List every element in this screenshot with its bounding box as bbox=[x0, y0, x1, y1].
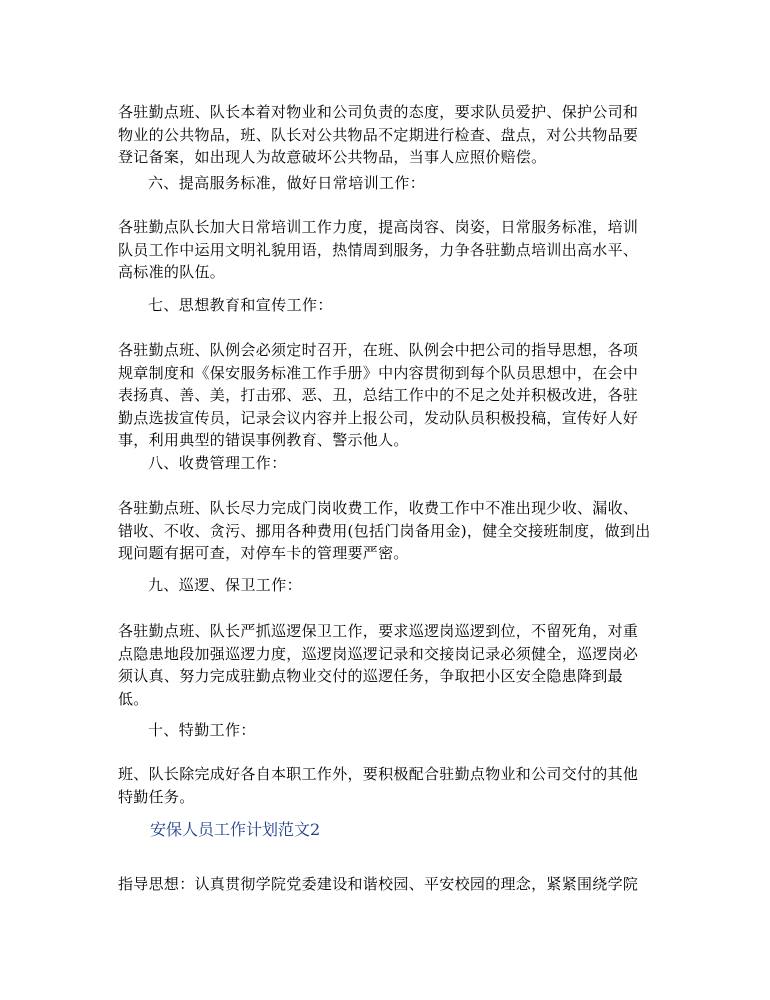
heading-patrol-security: 九、巡逻、保卫工作： bbox=[148, 576, 303, 594]
paragraph-special-duty: 班、队长除完成好各自本职工作外，要积极配合驻勤点物业和公司交付的其他特勤任务。 bbox=[118, 765, 639, 806]
paragraph-patrol-security: 各驻勤点班、队长严抓巡逻保卫工作，要求巡逻岗巡逻到位，不留死角，对重点隐患地段加强巡逻力度，巡逻岗巡逻记录和交接岗记录必须健全，巡逻岗必须认真、努力完成驻勤点物业交付的巡逻任务，争取把小区安全隐患降到最低。 bbox=[118, 622, 639, 708]
heading-fee-management: 八、收费管理工作： bbox=[148, 454, 287, 472]
paragraph-fee-management: 各驻勤点班、队长尽力完成门岗收费工作，收费工作中不准出现少收、漏收、错收、不收、贪污、挪用各种费用(包括门岗备用金)，健全交接班制度，做到出现问题有据可查，对停车卡的管理要严密。 bbox=[118, 499, 651, 563]
paragraph-public-property: 各驻勤点班、队长本着对物业和公司负责的态度，要求队员爱护、保护公司和物业的公共物品，班、队长对公共物品不定期进行检查、盘点，对公共物品要登记备案，如出现人为故意破坏公共物品，当事人应照价赔偿。 bbox=[118, 103, 639, 167]
heading-ideology-publicity: 七、思想教育和宣传工作： bbox=[148, 296, 333, 314]
heading-service-training: 六、提高服务标准，做好日常培训工作： bbox=[148, 174, 426, 192]
heading-special-duty: 十、特勤工作： bbox=[148, 721, 256, 739]
paragraph-ideology-publicity: 各驻勤点班、队例会必须定时召开，在班、队例会中把公司的指导思想，各项规章制度和《保安服务标准工作手册》中内容贯彻到每个队员思想中，在会中表扬真、善、美，打击邪、恶、丑，总结工作中的不足之处并积极改进，各驻勤点选拔宣传员，记录会议内容并上报公司，发动队员积极投稿，宣传好人好事，利用典型的错误事例教育、警示他人。 bbox=[118, 341, 639, 450]
paragraph-guiding-thought: 指导思想：认真贯彻学院党委建设和谐校园、平安校园的理念，紧紧围绕学院 bbox=[118, 875, 639, 893]
section-title-plan-2: 安保人员工作计划范文2 bbox=[150, 820, 321, 839]
paragraph-service-training: 各驻勤点队长加大日常培训工作力度，提高岗容、岗姿，日常服务标准，培训队员工作中运用文明礼貌用语，热情周到服务，力争各驻勤点培训出高水平、高标准的队伍。 bbox=[118, 218, 639, 282]
